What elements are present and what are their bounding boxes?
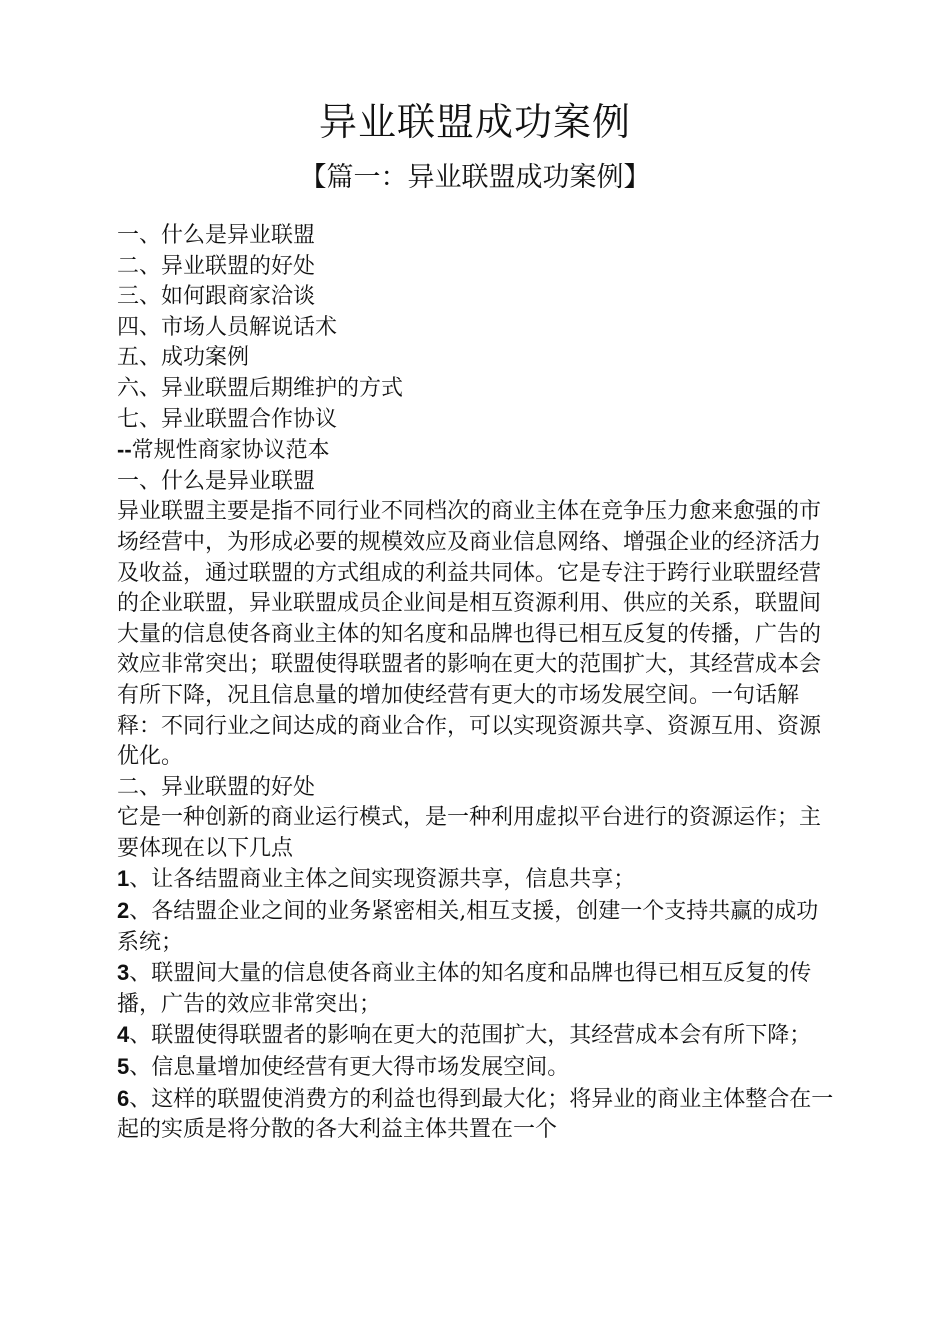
benefit-text: 、让各结盟商业主体之间实现资源共享，信息共享； bbox=[129, 867, 636, 893]
document-title: 异业联盟成功案例 bbox=[318, 100, 631, 144]
toc-item: 六、异业联盟后期维护的方式 bbox=[117, 375, 404, 401]
benefit-number: 6 bbox=[117, 1085, 130, 1111]
toc-item: 一、什么是异业联盟 bbox=[117, 223, 316, 248]
benefit-text: 、各结盟企业之间的业务紧密相关,相互支援，创建一个支持共赢的成功系统； bbox=[117, 899, 819, 955]
section-heading: 一、什么是异业联盟 bbox=[117, 468, 316, 494]
toc-subitem-text: 常规性商家协议范本 bbox=[131, 438, 330, 464]
benefit-text: 、联盟间大量的信息使各商业主体的知名度和品牌也得已相互反复的传播，广告的效应非常突出； bbox=[117, 961, 812, 1017]
benefit-number: 4 bbox=[117, 1022, 130, 1048]
benefit-number: 1 bbox=[117, 866, 130, 892]
benefit-text: 、联盟使得联盟者的影响在更大的范围扩大，其经营成本会有所下降； bbox=[129, 1023, 812, 1049]
document-subtitle: 【篇一：异业联盟成功案例】 bbox=[299, 162, 651, 193]
benefit-item bbox=[117, 864, 837, 896]
benefit-item bbox=[117, 1020, 837, 1052]
section-paragraph: 异业联盟主要是指不同行业不同档次的商业主体在竞争压力愈来愈强的市场经营中，为形成必要的规模效应及商业信息网络、增强企业的经济活力及收益，通过联盟的方式组成的利益共同体。它是专注于跨行业联盟经营的企业联盟，异业联盟成员企业间是相互资源利用、供应的关系，联盟间大量的信息使各商业主体的知名度和品牌也得已相互反复的传播，广告的效应非常突出；联盟使得联盟者的影响在更大的范围扩大，其经营成本会有所下降，况且信息量的增加使经营有更大的市场发展空间。一句话解释：不同行业之间达成的商业合作，可以实现资源共享、资源互用、资源优化。 bbox=[117, 499, 822, 770]
benefit-item bbox=[117, 1084, 837, 1146]
toc-item: 三、如何跟商家洽谈 bbox=[117, 284, 316, 310]
toc-item: 五、成功案例 bbox=[117, 345, 250, 371]
toc-subitem-prefix: -- bbox=[117, 437, 132, 463]
benefit-text: 、这样的联盟使消费方的利益也得到最大化；将异业的商业主体整合在一起的实质是将分散的各大利益主体共置在一个 bbox=[117, 1086, 834, 1143]
benefit-number: 3 bbox=[117, 960, 130, 986]
benefit-number: 2 bbox=[117, 898, 130, 924]
section-heading: 二、异业联盟的好处 bbox=[117, 774, 316, 800]
benefit-text: 、信息量增加使经营有更大得市场发展空间。 bbox=[129, 1055, 570, 1081]
benefit-number: 5 bbox=[117, 1054, 130, 1080]
benefit-item bbox=[117, 1052, 837, 1084]
document-body bbox=[117, 221, 837, 1146]
benefit-item bbox=[117, 958, 837, 1020]
benefit-item bbox=[117, 896, 837, 958]
section-intro: 它是一种创新的商业运行模式，是一种利用虚拟平台进行的资源运作；主要体现在以下几点 bbox=[117, 805, 822, 861]
toc-item: 二、异业联盟的好处 bbox=[117, 253, 316, 279]
toc-item: 四、市场人员解说话术 bbox=[117, 314, 338, 340]
toc-subitem bbox=[117, 435, 837, 467]
toc-item: 七、异业联盟合作协议 bbox=[117, 406, 338, 432]
